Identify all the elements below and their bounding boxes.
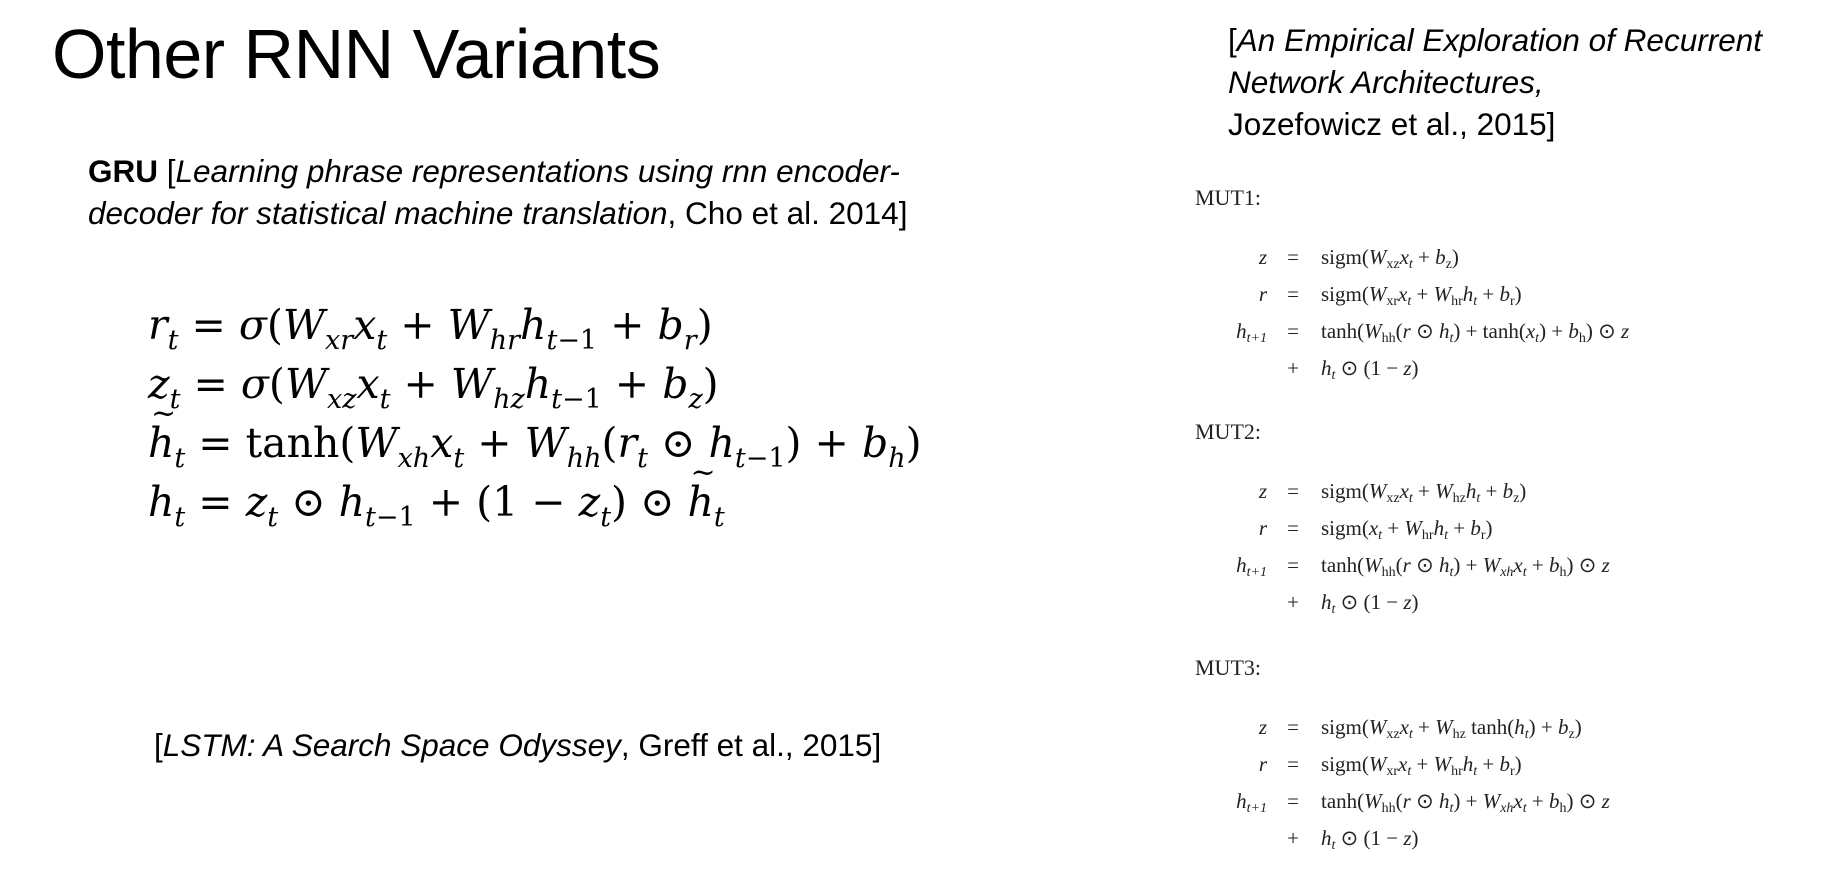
gru-equations: [148, 296, 922, 532]
gru-equation-z: $z_t = \sigma(W_{xz}x_t + W_{hz}h_{t-1} + b_z)$: [148, 360, 719, 415]
mut2-equation-r: r = $sigm(x_t + W_{hr}h_t + b_r)$: [1258, 516, 1493, 543]
mut3-equation-r: r = $sigm(W_{xr}x_t + W_{hr}h_t + b_r)$: [1258, 752, 1522, 779]
slide-title: Other RNN Variants: [52, 15, 661, 93]
mut2-block: [1195, 419, 1610, 621]
mut2-equations: [1195, 473, 1610, 621]
mut-paper-title: An Empirical Exploration of Recurrent Network Architectures,: [1228, 22, 1762, 100]
gru-paper-title: Learning phrase representations using rnn encoder-decoder for statistical machine translation: [88, 153, 900, 231]
mut1-label: MUT1:: [1195, 185, 1261, 210]
mut1-block: [1195, 185, 1629, 387]
mut1-equation-h: $h_{t+1}$ = $\tanh(W_{hh}(r$ ⊙ $h_t) + \tanh(x_t) + b_h$) ⊙ z: [1236, 319, 1630, 346]
mut1-equation-r: r = $sigm(W_{xr}x_t + W_{hr}h_t + b_r)$: [1258, 282, 1522, 309]
mut-citation-open: [: [1228, 22, 1237, 58]
gru-citation: [88, 150, 928, 234]
mut2-label: MUT2:: [1195, 419, 1261, 444]
mut1-equation-plus: + $h_t$ ⊙ (1 − z): [1287, 356, 1419, 383]
mut3-equation-h: $h_{t+1}$ = $\tanh(W_{hh}(r$ ⊙ $h_t) + W_{xh}x_t + b_h$) ⊙ z: [1236, 789, 1610, 816]
mut3-equation-z: z = $sigm(W_{xz}x_t + W_{hz}$ $\tanh(h_t) + b_z$): [1258, 715, 1582, 742]
mut1-equation-z: z = $sigm(W_{xz}x_t + b_z)$: [1258, 245, 1459, 272]
mut-citation: [1228, 19, 1788, 145]
mut2-equation-plus: + $h_t$ ⊙ (1 − z): [1287, 590, 1419, 617]
mut2-equation-h: $h_{t+1}$ = $\tanh(W_{hh}(r$ ⊙ $h_t) + W_{xh}x_t + b_h$) ⊙ z: [1236, 553, 1610, 580]
mut3-block: [1195, 655, 1610, 857]
lstm-citation-open: [: [154, 727, 163, 763]
gru-label: GRU: [88, 153, 158, 189]
gru-equation-h-tilde: ~ $h_t = \tanh(W_{xh}x_t + W_{hh}(r_t$ ⊙ $h_{t-1}) + b_h$): [148, 414, 922, 473]
mut3-equation-plus: + $h_t$ ⊙ (1 − z): [1287, 826, 1419, 853]
mut2-equation-z: z = $sigm(W_{xz}x_t + W_{hz}h_t + b_z)$: [1258, 479, 1527, 506]
mut3-label: MUT3:: [1195, 655, 1261, 680]
gru-equation-r: $r_t = \sigma(W_{xr}x_t + W_{hr}h_{t-1} + b_r)$: [148, 301, 713, 356]
lstm-paper-title: LSTM: A Search Space Odyssey: [162, 727, 621, 763]
lstm-citation-authors: , Greff et al., 2015]: [620, 727, 882, 763]
mut1-equations: [1195, 239, 1629, 387]
lstm-citation: [154, 724, 881, 766]
gru-citation-open: [: [158, 153, 176, 189]
mut-citation-authors: Jozefowicz et al., 2015]: [1228, 106, 1556, 142]
mut3-equations: [1195, 709, 1610, 857]
gru-equation-h: $h_t = z_t$ ⊙ $h_{t-1} + (1 - z_t)$ ⊙ ~ $h_t$: [148, 473, 922, 532]
gru-citation-authors: , Cho et al. 2014]: [667, 195, 908, 231]
